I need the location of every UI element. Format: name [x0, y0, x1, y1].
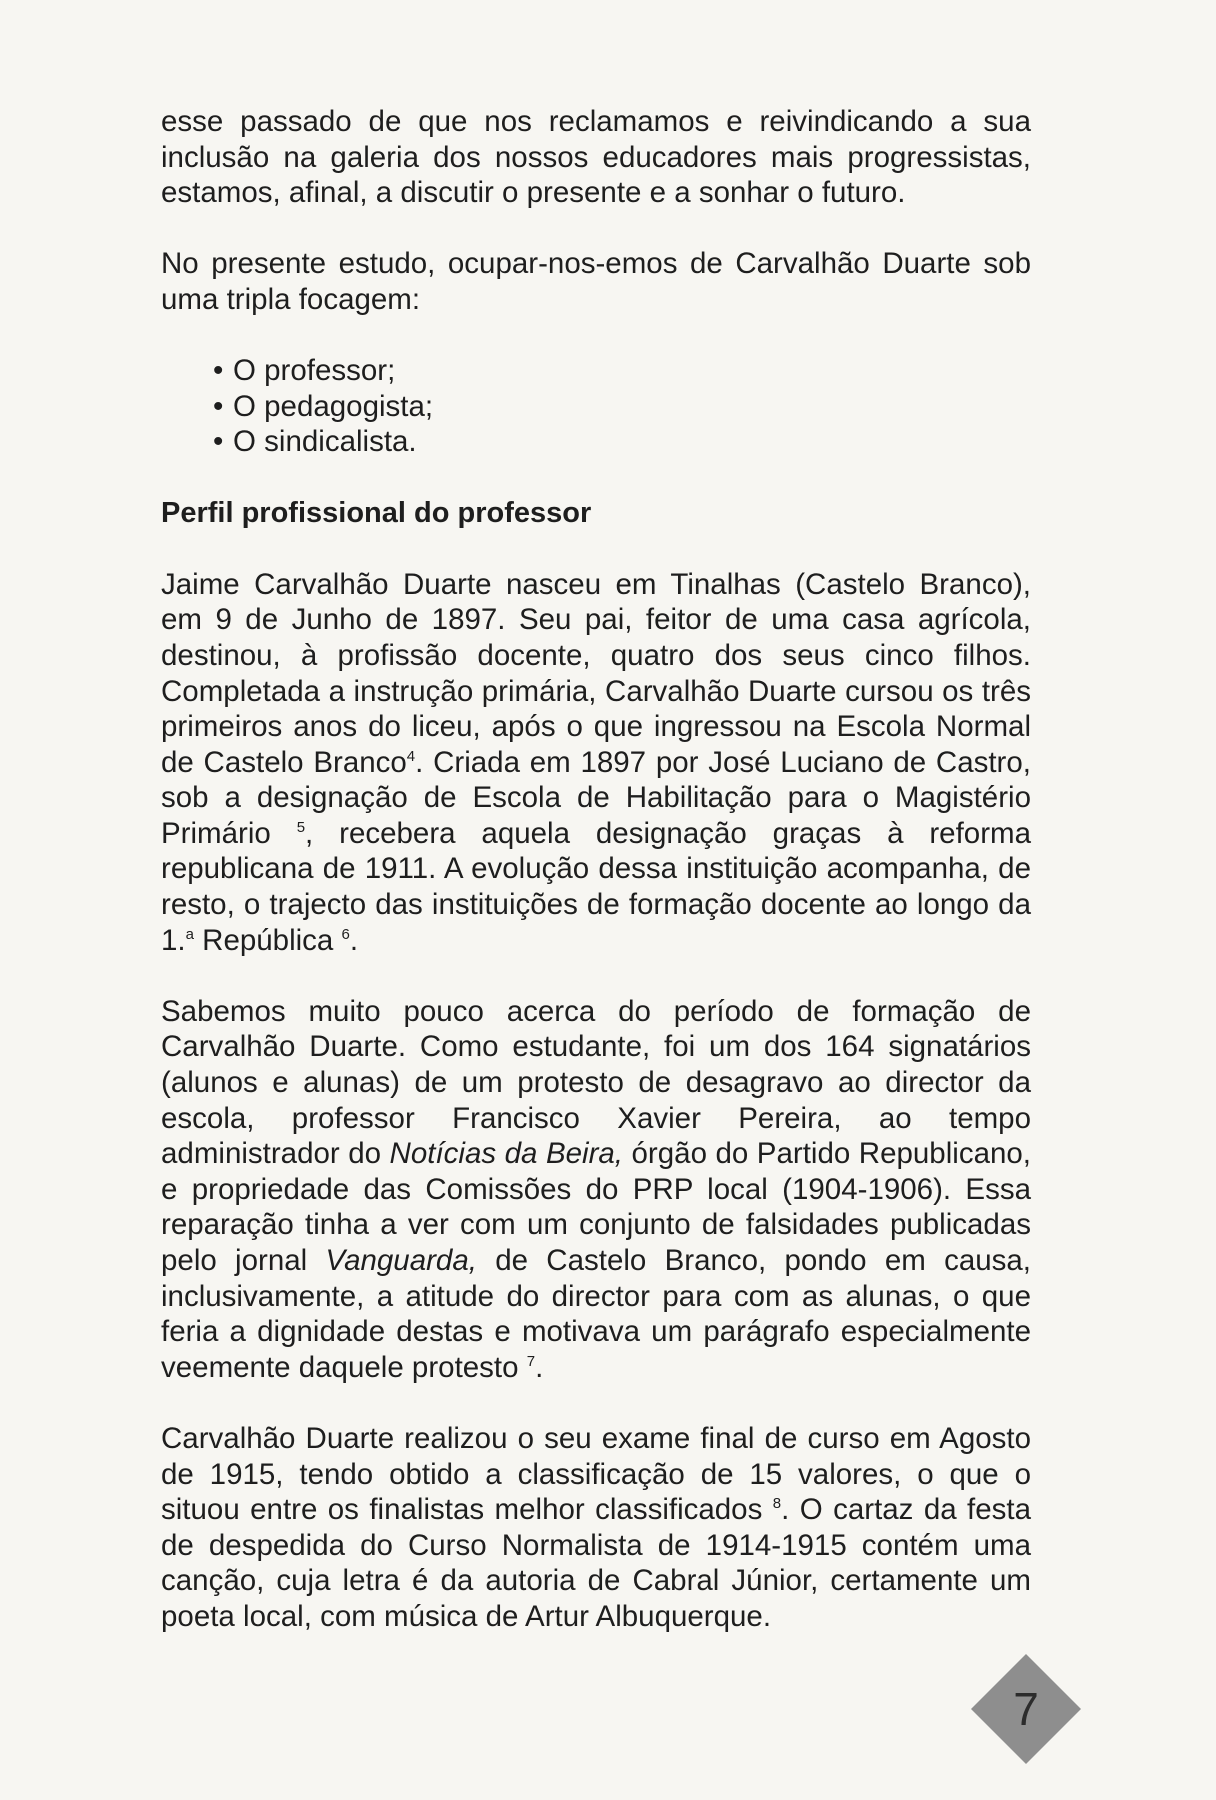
footnote-ref: 7	[526, 1352, 536, 1370]
list-item: • O sindicalista.	[213, 424, 1031, 460]
exam-paragraph: Carvalhão Duarte realizou o seu exame final de curso em Agosto de 1915, tendo obtido a classificação de 15 valores, o que o situou entre os finalistas melhor classificados $^8$. O cartaz da festa de despedida do Curso Normalista de 1914-1915 contém uma canção, cuja letra é da autoria de Cabral Júnior, certamente um poeta local, com música de Artur Albuquerque.	[161, 1421, 1032, 1633]
list-item: • O professor;	[213, 353, 1031, 389]
newspaper-title: Notícias da Beira,	[389, 1137, 624, 1171]
section-heading: Perfil profissional do professor	[161, 496, 592, 529]
training-paragraph: Sabemos muito pouco acerca do período de formação de Carvalhão Duarte. Como estudante, foi um dos 164 signatários (alunos e alunas) de um protesto de desagravo ao director da escola, professor Francisco Xavier Pereira, ao tempo administrador do Notícias da Beira, órgão do Partido Republicano, e propriedade das Comissões do PRP local (1904-1906). Essa reparação tinha a ver com um conjunto de falsidades publicadas pelo jornal Vanguarda, de Castelo Branco, pondo em causa, inclusivamente, a atitude do director para com as alunas, o que feria a dignidade destas e motivava um parágrafo especialmente veemente daquele protesto $^7$.	[161, 994, 1032, 1384]
focus-list	[161, 353, 1031, 460]
biography-paragraph: Jaime Carvalhão Duarte nasceu em Tinalhas (Castelo Branco), em 9 de Junho de 1897. Seu pai, feitor de uma casa agrícola, destinou, à profissão docente, quatro dos seus cinco filhos. Completada a instrução primária, Carvalhão Duarte cursou os três primeiros anos do liceu, após o que ingressou na Escola Normal de Castelo Branco$^4$. Criada em 1897 por José Luciano de Castro, sob a designação de Escola de Habilitação para o Magistério Primário $^5$, recebera aquela designação graças à reforma republicana de 1911. A evolução dessa instituição acompanha, de resto, o trajecto das instituições de formação docente ao longo da 1.$^a$ República $^6$.	[161, 567, 1031, 957]
footnote-ref: 8	[772, 1495, 782, 1513]
page-number-badge	[971, 1654, 1081, 1764]
ordinal-indicator: a	[185, 925, 194, 943]
newspaper-title: Vanguarda,	[325, 1244, 477, 1277]
intro-paragraph: esse passado de que nos reclamamos e reivindicando a sua inclusão na galeria dos nossos educadores mais progressistas, estamos, afinal, a discutir o presente e a sonhar o futuro.	[161, 105, 1031, 210]
footnote-ref: 5	[296, 819, 306, 837]
page-body	[161, 104, 1031, 1635]
study-paragraph: No presente estudo, ocupar-nos-emos de Carvalhão Duarte sob uma tripla focagem:	[161, 247, 1031, 316]
list-item: • O pedagogista;	[213, 389, 1031, 425]
footnote-ref: 6	[341, 925, 350, 943]
footnote-ref: 4	[406, 747, 416, 765]
page-number: 7	[1013, 1683, 1039, 1735]
